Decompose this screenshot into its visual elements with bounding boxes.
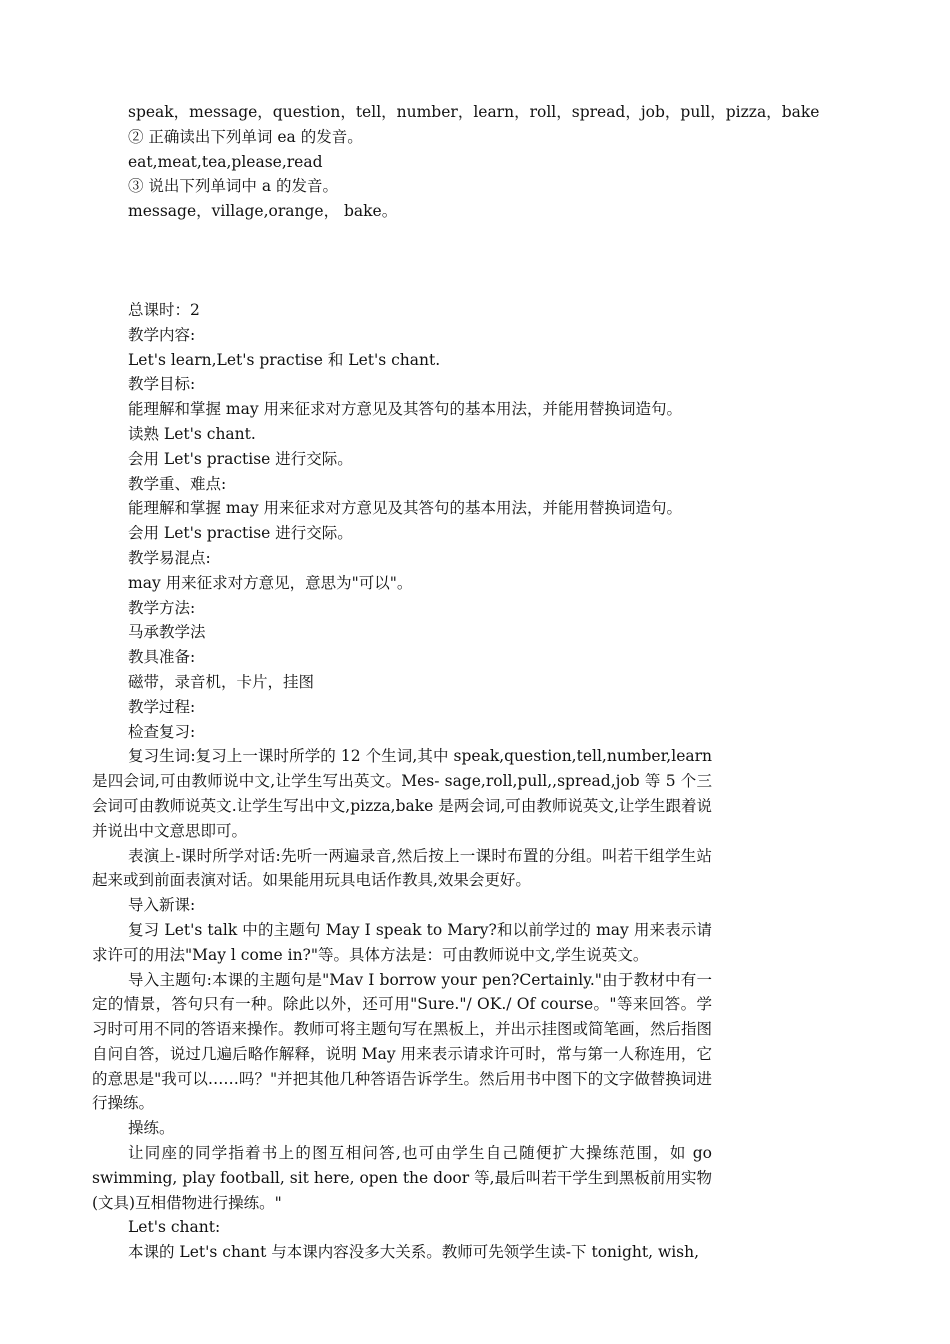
goal-1: 能理解和掌握 may 用来征求对方意见及其答句的基本用法，并能用替换词造句。 <box>128 400 683 419</box>
document-body <box>92 100 820 1265</box>
key-point-1: 能理解和掌握 may 用来征求对方意见及其答句的基本用法，并能用替换词造句。 <box>128 499 683 518</box>
perform-dialogue-paragraph: 表演上-课时所学对话:先听一两遍录音,然后按上一课时布置的分组。叫若干组学生站起来或到前面表演对话。如果能用玩具电话作教具,效果会更好。 <box>92 846 712 890</box>
content-label: 教学内容: <box>128 325 196 344</box>
section-gap <box>92 224 712 298</box>
drill-label: 操练。 <box>128 1119 175 1138</box>
review-word-list: speak，message，question，tell，number，learn，roll，spread，job，pull，pizza，bake <box>128 103 820 121</box>
task-ea-words: eat,meat,tea,please,read <box>128 152 323 171</box>
chant-paragraph: 本课的 Let's chant 与本课内容没多大关系。教师可先领学生读-下 tonight, wish, <box>128 1243 700 1262</box>
task-a-words: message，village,orange， bake。 <box>128 202 398 221</box>
tools-text: 磁带，录音机，卡片，挂图 <box>128 672 315 691</box>
total-hours: 总课时：2 <box>128 300 200 319</box>
content-text: Let's learn,Let's practise 和 Let's chant. <box>128 350 441 369</box>
task-ea-title: ② 正确读出下列单词 ea 的发音。 <box>128 127 363 146</box>
key-points-label: 教学重、难点: <box>128 474 227 493</box>
confusion-text: may 用来征求对方意见，意思为"可以"。 <box>128 573 413 592</box>
review-words-paragraph: 复习生词:复习上一课时所学的 12 个生词,其中 speak,question,tell,number,learn 是四会词,可由教师说中文,让学生写出英文。Mes- sage,roll,pull,,spread,job 等 5 个三会词可由教师说英文.让学生写出中文,pizza,bake 是两会词,可由教师说英文,让学生跟着说并说出中文意思即可。 <box>92 747 712 840</box>
goals-label: 教学目标: <box>128 375 196 394</box>
task-a-title: ③ 说出下列单词中 a 的发音。 <box>128 177 339 196</box>
drill-paragraph: 让同座的同学指着书上的图互相问答,也可由学生自己随便扩大操练范围，如 go swimming, play football, sit here, open the door 等,最后叫若干学生到黑板前用实物(文具)互相借物进行操练。" <box>92 1144 712 1212</box>
main-sentence-paragraph: 导入主题句:本课的主题句是"Mav I borrow your pen?Certainly."由于教材中有一定的情景，答句只有一种。除此以外，还可用"Sure."/ OK./ Of course。"等来回答。学习时可用不同的答语来操作。教师可将主题句写在黑板上，并出示挂图或简笔画，然后指图自问自答，说过几遍后略作解释，说明 May 用来表示请求许可时，常与第一人称连用，它的意思是"我可以……吗？"并把其他几种答语告诉学生。然后用书中图下的文字做替换词进行操练。 <box>92 970 713 1113</box>
review-talk-paragraph: 复习 Let's talk 中的主题句 May I speak to Mary?和以前学过的 may 用来表示请求许可的用法"May l come in?"等。具体方法是：可由教师说中文,学生说英文。 <box>92 920 712 964</box>
method-label: 教学方法: <box>128 598 196 617</box>
process-label: 教学过程: <box>128 697 196 716</box>
goal-2: 读熟 Let's chant. <box>128 424 256 443</box>
new-lesson-label: 导入新课: <box>128 896 196 915</box>
tools-label: 教具准备: <box>128 648 196 667</box>
method-text: 马承教学法 <box>128 623 206 642</box>
confusion-label: 教学易混点: <box>128 548 211 567</box>
goal-3: 会用 Let's practise 进行交际。 <box>128 449 353 468</box>
key-point-2: 会用 Let's practise 进行交际。 <box>128 524 353 543</box>
check-review-label: 检查复习: <box>128 722 196 741</box>
chant-label: Let's chant: <box>128 1218 221 1237</box>
